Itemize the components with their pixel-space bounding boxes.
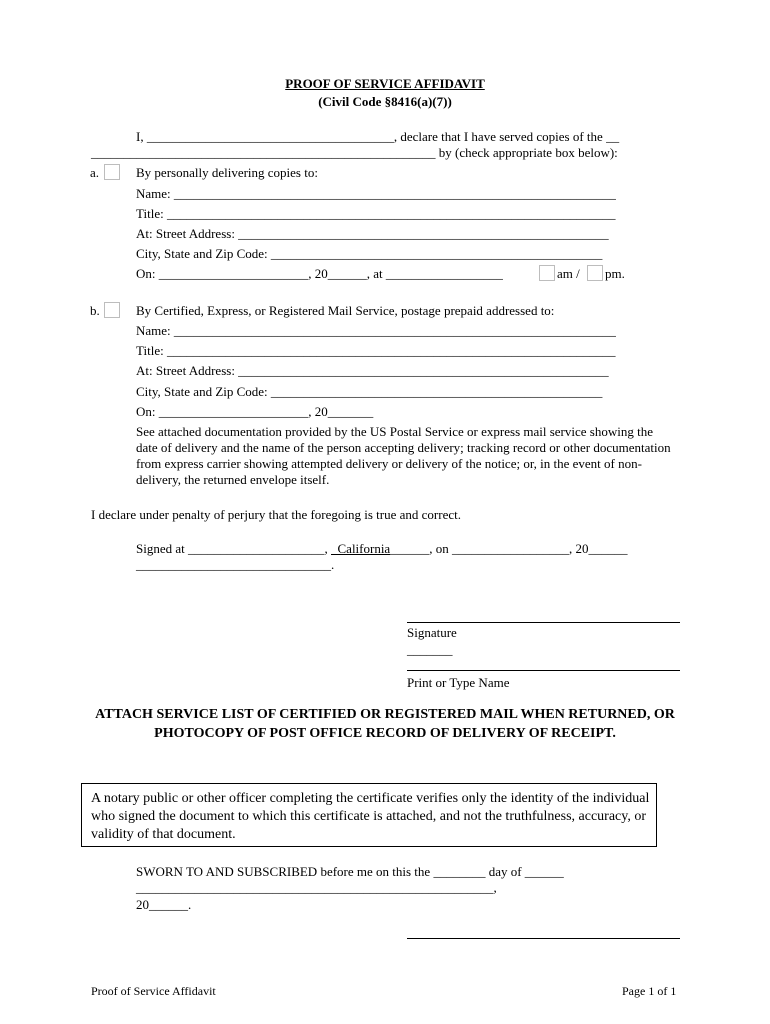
section-a-city-field[interactable]: City, State and Zip Code: ___________________________________________________ [136,246,603,261]
section-a-street-field[interactable]: At: Street Address: _________________________________________________________ [136,226,609,241]
signature-line[interactable] [407,622,680,623]
signed-state: California [331,541,391,556]
sworn-line-2[interactable]: _______________________________________________________, [136,880,497,895]
signed-prefix: Signed at _____________________, [136,541,331,556]
print-name-label: Print or Type Name [407,675,510,690]
pm-label: pm. [605,266,625,281]
notary-signature-line[interactable] [407,938,680,939]
signature-underscore: _______ [407,642,453,657]
sworn-line-1[interactable]: SWORN TO AND SUBSCRIBED before me on this the ________ day of ______ [136,864,564,879]
section-a-checkbox[interactable] [104,164,120,180]
section-a-on-field[interactable]: On: _______________________, 20______, at __________________ [136,266,503,281]
footer-page-number: Page 1 of 1 [622,984,677,998]
section-b-on-field[interactable]: On: _______________________, 20_______ [136,404,374,419]
section-b-checkbox[interactable] [104,302,120,318]
section-a-title-field[interactable]: Title: _____________________________________________________________________ [136,206,616,221]
notary-disclaimer-box [81,783,657,847]
notary-disclaimer-text: A notary public or other officer completing the certificate verifies only the identity of the individual who signed the document to which this certificate is attached, and not the truthfulness, accuracy, or validity of that document. [91,791,650,842]
declaration-text: I declare under penalty of perjury that the foregoing is true and correct. [91,507,461,522]
signed-line-2[interactable]: ______________________________. [136,557,335,572]
section-a-heading: By personally delivering copies to: [136,165,318,180]
section-b-name-field[interactable]: Name: ____________________________________________________________________ [136,323,616,338]
signed-suffix: ______, on __________________, 20______ [390,541,628,556]
section-b-city-field[interactable]: City, State and Zip Code: ___________________________________________________ [136,384,603,399]
section-b-street-field[interactable]: At: Street Address: _________________________________________________________ [136,363,609,378]
form-title: PROOF OF SERVICE AFFIDAVIT [285,76,485,91]
footer-doc-title: Proof of Service Affidavit [91,984,216,998]
sworn-line-3[interactable]: 20______. [136,897,192,912]
section-b-note: See attached documentation provided by the US Postal Service or express mail service showing the date of delivery and the name of the person accepting delivery; tracking record or other documentation from express carrier showing attempted delivery or delivery of the notice; or, in the event of non-delivery, the returned envelope itself. [136,424,671,487]
section-b-heading: By Certified, Express, or Registered Mail Service, postage prepaid addressed to: [136,303,555,318]
print-name-line[interactable] [407,670,680,671]
signature-label: Signature [407,625,457,640]
intro-line-2: _____________________________________________________ by (check appropriate box below): [91,145,618,160]
am-checkbox[interactable] [539,265,555,281]
signed-at-line[interactable] [136,541,627,557]
section-a-letter: a. [90,165,100,180]
pm-checkbox[interactable] [587,265,603,281]
section-b-letter: b. [90,303,100,318]
section-a-name-field[interactable]: Name: ____________________________________________________________________ [136,186,616,201]
attach-notice: ATTACH SERVICE LIST OF CERTIFIED OR REGISTERED MAIL WHEN RETURNED, OR PHOTOCOPY OF POST OFFICE RECORD OF DELIVERY OF RECEIPT. [95,707,675,741]
intro-line-1: I, ______________________________________, declare that I have served copies of the __ [136,129,620,144]
am-label: am / [557,266,580,281]
form-subtitle: (Civil Code §8416(a)(7)) [318,94,452,109]
section-b-title-field[interactable]: Title: _____________________________________________________________________ [136,343,616,358]
